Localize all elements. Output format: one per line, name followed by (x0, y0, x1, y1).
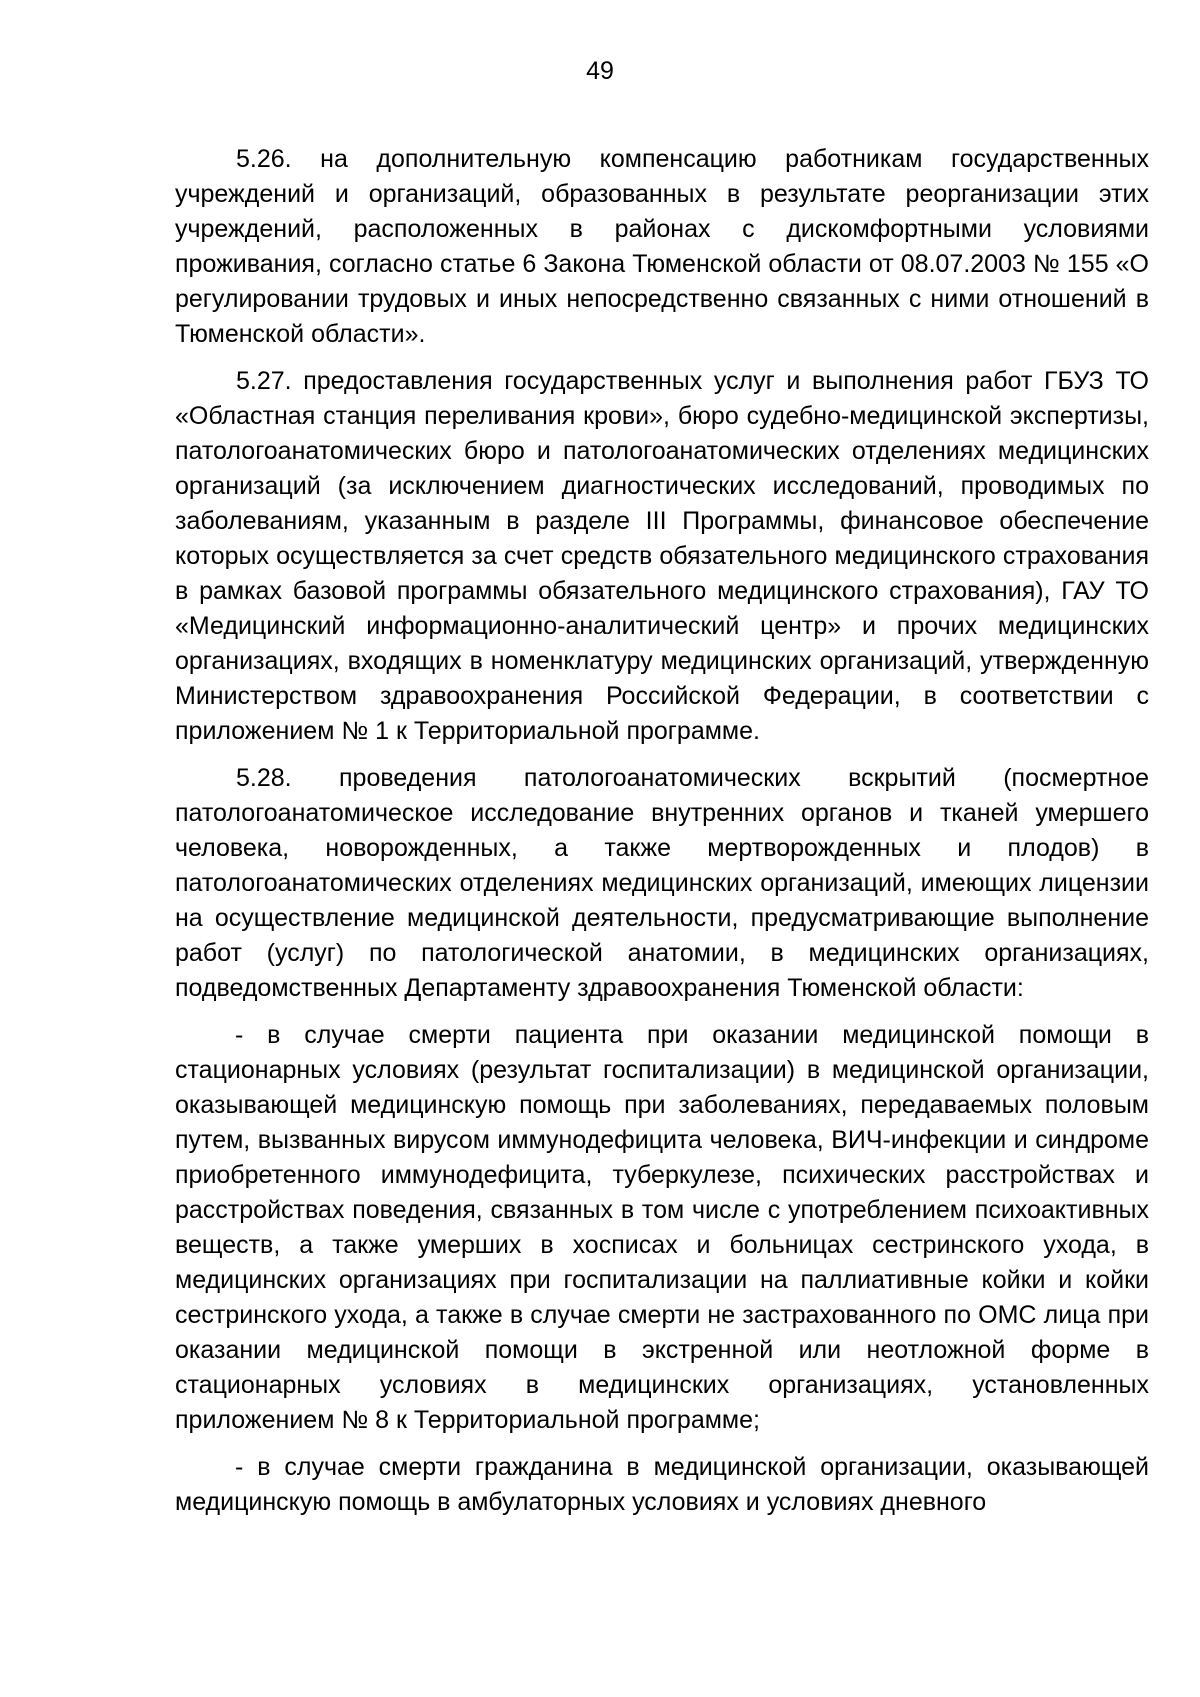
paragraph-5-28: 5.28. проведения патологоанатомических вскрытий (посмертное патологоанатомическое исследование внутренних органов и тканей умершего человека, новорожденных, а также мертворожденных и плодов) в патологоанатомических отделениях медицинских организаций, имеющих лицензии на осуществление медицинской деятельности, предусматривающие выполнение работ (услуг) по патологической анатомии, в медицинских организациях, подведомственных Департаменту здравоохранения Тюменской области: (175, 764, 1149, 1002)
paragraph-5-26: 5.26. на дополнительную компенсацию работникам государственных учреждений и организаций, образованных в результате реорганизации этих учреждений, расположенных в районах с дискомфортными условиями проживания, согласно статье 6 Закона Тюменской области от 08.07.2003 № 155 «О регулировании трудовых и иных непосредственно связанных с ними отношений в Тюменской области». (175, 145, 1149, 348)
bullet-paragraph: - в случае смерти пациента при оказании медицинской помощи в стационарных условиях (результат госпитализации) в медицинской организации, оказывающей медицинскую помощь при заболеваниях, передаваемых половым путем, вызванных вирусом иммунодефицита человека, ВИЧ-инфекции и синдроме приобретенного иммунодефицита, туберкулезе, психических расстройствах и расстройствах поведения, связанных в том числе с употреблением психоактивных веществ, а также умерших в хосписах и больницах сестринского ухода, в медицинских организациях при госпитализации на паллиативные койки и койки сестринского ухода, а также в случае смерти не застрахованного по ОМС лица при оказании медицинской помощи в экстренной или неотложной форме в стационарных условиях в медицинских организациях, установленных приложением № 8 к Территориальной программе; (175, 1021, 1149, 1434)
document-body (175, 142, 1149, 1532)
paragraph-5-27: 5.27. предоставления государственных услуг и выполнения работ ГБУЗ ТО «Областная станция переливания крови», бюро судебно-медицинской экспертизы, патологоанатомических бюро и патологоанатомических отделениях медицинских организаций (за исключением диагностических исследований, проводимых по заболеваниям, указанным в разделе III Программы, финансовое обеспечение которых осуществляется за счет средств обязательного медицинского страхования в рамках базовой программы обязательного медицинского страхования), ГАУ ТО «Медицинский информационно-аналитический центр» и прочих медицинских организациях, входящих в номенклатуру медицинских организаций, утвержденную Министерством здравоохранения Российской Федерации, в соответствии с приложением № 1 к Территориальной программе. (175, 367, 1149, 745)
page-number: 49 (586, 57, 614, 85)
bullet-paragraph: - в случае смерти гражданина в медицинской организации, оказывающей медицинскую помощь в амбулаторных условиях и условиях дневного (175, 1453, 1149, 1516)
